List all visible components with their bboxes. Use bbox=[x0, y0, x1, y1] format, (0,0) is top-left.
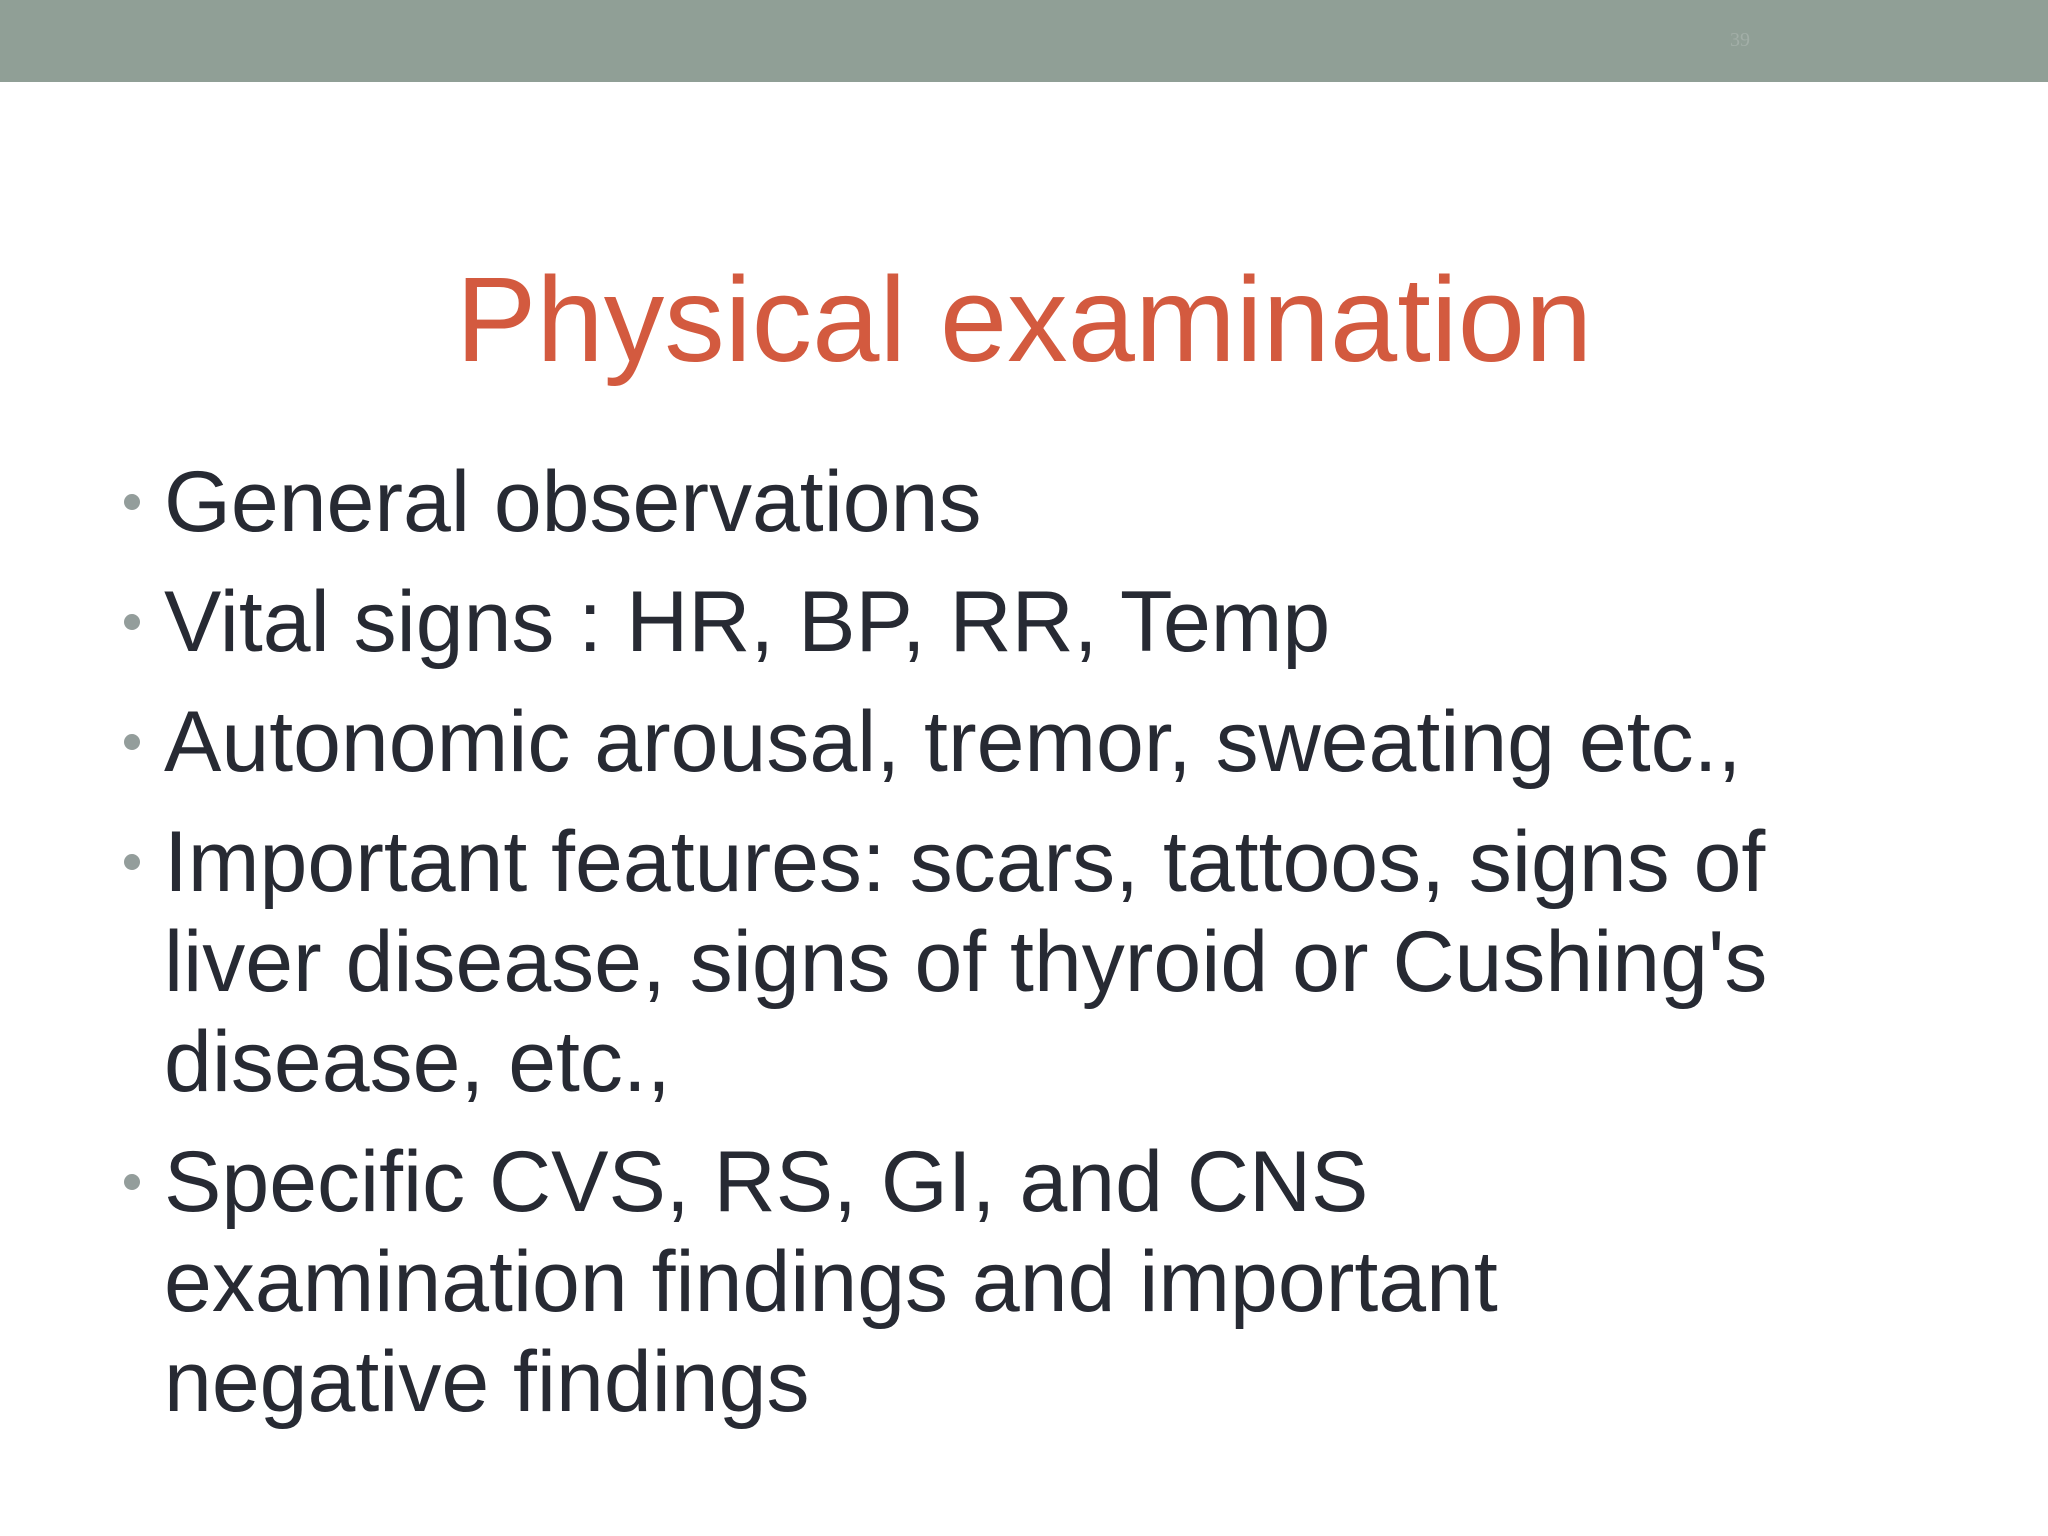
bullet-text-line: examination findings and important bbox=[164, 1234, 1498, 1330]
bullet-text-line: General observations bbox=[164, 454, 982, 550]
bullet-dot-icon bbox=[124, 614, 140, 630]
bullet-text-line: Important features: scars, tattoos, signs of bbox=[164, 814, 1766, 910]
bullet-important-features bbox=[124, 812, 1924, 1112]
bullet-specific-examination bbox=[124, 1132, 1924, 1432]
bullet-text-line: Specific CVS, RS, GI, and CNS bbox=[164, 1134, 1369, 1230]
bullet-general-observations bbox=[124, 452, 1924, 552]
bullet-text-line: liver disease, signs of thyroid or Cushing's bbox=[164, 914, 1768, 1010]
bullet-dot-icon bbox=[124, 494, 140, 510]
slide-title: Physical examination bbox=[455, 251, 1593, 388]
bullet-text-line: Vital signs : HR, BP, RR, Temp bbox=[164, 574, 1331, 670]
slide-header-band bbox=[0, 0, 2048, 82]
bullet-dot-icon bbox=[124, 734, 140, 750]
bullet-dot-icon bbox=[124, 1174, 140, 1190]
bullet-text-line: negative findings bbox=[164, 1334, 810, 1430]
slide-number: 39 bbox=[1730, 29, 1750, 51]
bullet-vital-signs bbox=[124, 572, 1924, 672]
bullet-autonomic-arousal bbox=[124, 692, 1924, 792]
bullet-text-line: Autonomic arousal, tremor, sweating etc., bbox=[164, 694, 1742, 790]
bullet-list bbox=[124, 452, 1924, 1452]
bullet-dot-icon bbox=[124, 854, 140, 870]
bullet-text-line: disease, etc., bbox=[164, 1014, 671, 1110]
